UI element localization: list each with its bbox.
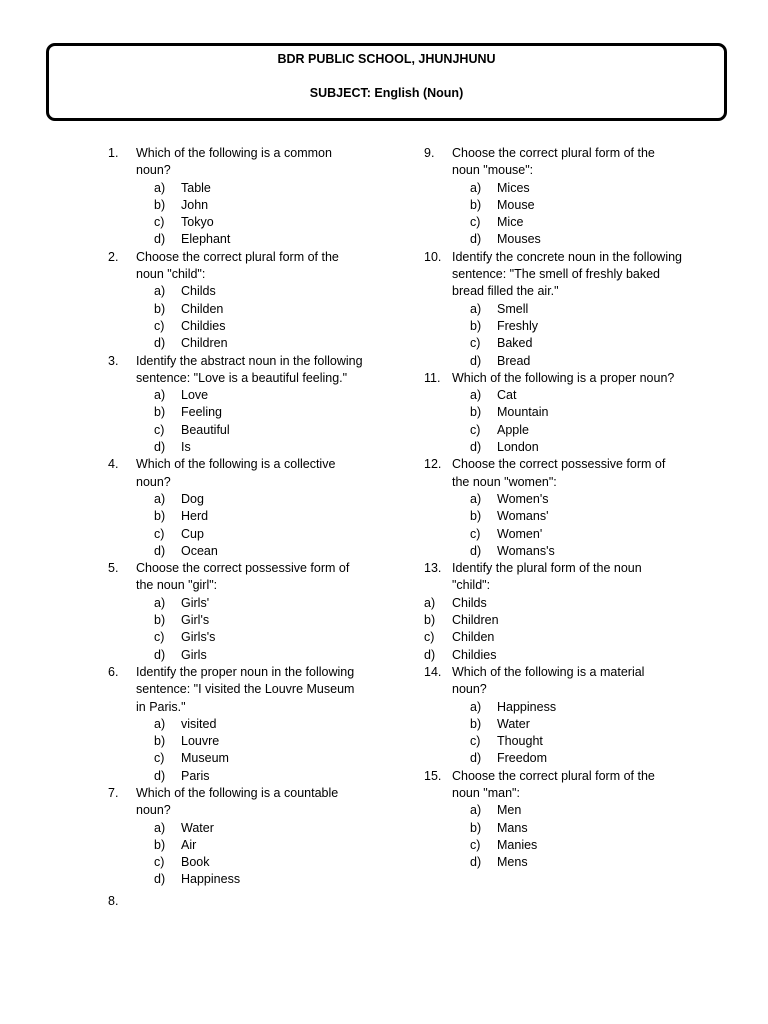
option-text: Mouse	[497, 197, 535, 212]
question-stem	[424, 664, 682, 699]
answer-option	[108, 283, 366, 300]
option-letter: d)	[470, 855, 482, 870]
option-letter: d)	[154, 768, 166, 783]
question-item	[424, 249, 682, 370]
option-letter: b)	[470, 820, 482, 835]
option-text: Apple	[497, 422, 529, 437]
option-letter: d)	[470, 543, 482, 558]
option-text: Mans	[497, 820, 528, 835]
answer-option	[424, 387, 682, 404]
answer-option	[424, 595, 682, 612]
answer-option	[424, 422, 682, 439]
answer-option	[108, 214, 366, 231]
option-letter: d)	[154, 543, 166, 558]
question-text	[136, 893, 366, 910]
option-letter: d)	[154, 232, 166, 247]
option-text: Men	[497, 803, 522, 818]
option-letter: b)	[154, 734, 166, 749]
question-text: Choose the correct possessive form of the noun "girl":	[136, 561, 350, 593]
option-letter: b)	[154, 613, 166, 628]
answer-option	[108, 854, 366, 871]
question-stem	[108, 560, 366, 595]
answer-option	[424, 508, 682, 525]
question-item	[108, 145, 366, 249]
answer-option	[108, 526, 366, 543]
worksheet-header	[46, 43, 727, 121]
question-number: 11.	[424, 370, 441, 385]
option-text: Childs	[181, 284, 216, 299]
option-letter: c)	[424, 630, 435, 645]
option-text: Children	[452, 613, 499, 628]
option-text: Feeling	[181, 405, 222, 420]
option-text: Water	[497, 716, 530, 731]
option-letter: b)	[154, 301, 166, 316]
question-number: 6.	[108, 664, 119, 679]
answer-option	[108, 768, 366, 785]
option-text: Childies	[452, 647, 497, 662]
answer-option	[424, 214, 682, 231]
answer-option	[424, 180, 682, 197]
left-question-column	[108, 145, 366, 910]
option-text: Girls'	[181, 595, 210, 610]
answer-option	[108, 180, 366, 197]
answer-option	[108, 335, 366, 352]
answer-option	[108, 404, 366, 421]
question-number: 12.	[424, 457, 442, 472]
question-text: Identify the proper noun in the following sentence: "I visited the Louvre Museum in Paris."	[136, 664, 355, 714]
option-letter: c)	[470, 215, 481, 230]
answer-option	[424, 439, 682, 456]
question-stem	[424, 145, 682, 180]
answer-option	[108, 491, 366, 508]
question-number: 8.	[108, 893, 119, 908]
answer-option	[424, 733, 682, 750]
question-text: Which of the following is a proper noun?	[452, 370, 675, 385]
question-stem	[108, 893, 366, 910]
answer-option	[424, 647, 682, 664]
option-letter: c)	[154, 855, 165, 870]
option-text: Childen	[452, 630, 495, 645]
option-letter: c)	[154, 526, 165, 541]
option-text: Happiness	[181, 872, 241, 887]
option-text: Beautiful	[181, 422, 230, 437]
question-number: 15.	[424, 768, 442, 783]
answer-option	[108, 197, 366, 214]
option-text: Air	[181, 837, 197, 852]
option-text: Mices	[497, 180, 530, 195]
option-letter: a)	[154, 180, 166, 195]
answer-option	[108, 439, 366, 456]
question-text: Choose the correct plural form of the noun "mouse":	[452, 146, 655, 178]
option-letter: d)	[154, 336, 166, 351]
question-number: 10.	[424, 249, 442, 264]
answer-option	[108, 595, 366, 612]
option-letter: c)	[154, 215, 165, 230]
question-text: Choose the correct possessive form of the noun "women":	[452, 457, 666, 489]
answer-option	[424, 854, 682, 871]
subject-title: SUBJECT: English (Noun)	[309, 86, 464, 100]
option-letter: a)	[470, 301, 482, 316]
option-letter: a)	[154, 820, 166, 835]
question-item	[424, 768, 682, 872]
answer-option	[424, 318, 682, 335]
answer-option	[424, 629, 682, 646]
question-text: Choose the correct plural form of the noun "child":	[136, 249, 339, 282]
option-text: Childies	[181, 318, 226, 333]
option-text: Girls	[181, 647, 207, 662]
question-number: 3.	[108, 353, 119, 368]
answer-option	[424, 353, 682, 370]
option-letter: b)	[470, 716, 482, 731]
option-letter: c)	[470, 526, 481, 541]
question-stem	[108, 353, 366, 388]
answer-option	[108, 733, 366, 750]
option-letter: b)	[154, 509, 166, 524]
option-text: John	[181, 197, 209, 212]
answer-option	[424, 231, 682, 248]
question-number: 9.	[424, 146, 435, 160]
option-text: Manies	[497, 837, 538, 852]
answer-option	[424, 612, 682, 629]
answer-option	[108, 543, 366, 560]
question-text: Choose the correct plural form of the noun "man":	[452, 768, 655, 800]
answer-option	[108, 750, 366, 767]
question-text: Identify the concrete noun in the following sentence: "The smell of freshly baked bread filled the air."	[452, 249, 683, 299]
option-letter: a)	[470, 388, 482, 403]
option-letter: d)	[154, 647, 166, 662]
option-text: Mice	[497, 215, 524, 230]
option-text: Freshly	[497, 318, 538, 333]
question-stem	[108, 785, 366, 820]
answer-option	[424, 404, 682, 421]
question-text: Identify the plural form of the noun "child":	[452, 561, 642, 593]
option-text: Cat	[497, 388, 517, 403]
question-text: Which of the following is a collective noun?	[136, 457, 336, 489]
question-item	[424, 145, 682, 249]
question-item	[424, 560, 682, 664]
answer-option	[108, 301, 366, 318]
option-letter: c)	[154, 751, 165, 766]
option-text: Table	[181, 180, 211, 195]
question-stem	[108, 249, 366, 284]
option-text: Mouses	[497, 232, 541, 247]
option-text: Cup	[181, 526, 204, 541]
option-letter: a)	[424, 595, 436, 610]
question-item	[108, 560, 366, 664]
question-item	[424, 456, 682, 560]
option-letter: b)	[424, 613, 436, 628]
option-text: Children	[181, 336, 228, 351]
answer-option	[108, 318, 366, 335]
option-letter: a)	[154, 284, 166, 299]
answer-option	[108, 837, 366, 854]
option-text: Ocean	[181, 543, 218, 558]
option-letter: b)	[154, 837, 166, 852]
question-text: Identify the abstract noun in the following sentence: "Love is a beautiful feeling."	[136, 353, 363, 385]
option-letter: b)	[154, 197, 166, 212]
option-text: Love	[181, 388, 209, 403]
option-text: Girl's	[181, 613, 210, 628]
question-stem	[108, 664, 366, 716]
option-letter: a)	[154, 491, 166, 506]
option-text: Herd	[181, 509, 209, 524]
option-text: Women's	[497, 491, 549, 506]
option-text: Womans'	[497, 509, 549, 524]
option-letter: d)	[470, 232, 482, 247]
option-letter: a)	[470, 699, 482, 714]
option-letter: d)	[470, 440, 482, 455]
answer-option	[424, 837, 682, 854]
option-letter: c)	[470, 837, 481, 852]
question-number: 4.	[108, 457, 119, 472]
answer-option	[424, 335, 682, 352]
option-letter: c)	[154, 318, 165, 333]
option-text: Bread	[497, 353, 531, 368]
option-text: Louvre	[181, 734, 220, 749]
option-letter: d)	[470, 353, 482, 368]
answer-option	[108, 629, 366, 646]
question-item	[108, 664, 366, 785]
question-stem	[108, 145, 366, 180]
option-text: Girls's	[181, 630, 216, 645]
option-text: Mountain	[497, 405, 549, 420]
option-letter: b)	[470, 197, 482, 212]
question-number: 13.	[424, 561, 442, 576]
option-letter: c)	[470, 336, 481, 351]
answer-option	[424, 716, 682, 733]
question-number: 1.	[108, 146, 119, 160]
option-letter: b)	[470, 509, 482, 524]
answer-option	[108, 871, 366, 888]
answer-option	[424, 750, 682, 767]
option-letter: b)	[154, 405, 166, 420]
question-stem	[424, 370, 682, 387]
question-text: Which of the following is a countable noun?	[136, 785, 339, 818]
option-text: Thought	[497, 734, 543, 749]
option-letter: d)	[154, 872, 166, 887]
option-text: Smell	[497, 301, 529, 316]
option-letter: c)	[470, 422, 481, 437]
right-question-column	[424, 145, 682, 871]
option-letter: a)	[470, 491, 482, 506]
option-letter: d)	[470, 751, 482, 766]
option-letter: a)	[154, 388, 166, 403]
school-name: BDR PUBLIC SCHOOL, JHUNJHUNU	[277, 52, 496, 66]
option-text: Womans's	[497, 543, 555, 558]
answer-option	[108, 612, 366, 629]
question-number: 2.	[108, 249, 119, 264]
option-letter: c)	[154, 630, 165, 645]
option-text: Tokyo	[181, 215, 214, 230]
option-letter: a)	[470, 803, 482, 818]
question-stem	[424, 249, 682, 301]
answer-option	[108, 231, 366, 248]
option-letter: b)	[470, 405, 482, 420]
answer-option	[424, 802, 682, 819]
question-item	[424, 370, 682, 456]
option-text: Is	[181, 440, 191, 455]
option-letter: d)	[154, 440, 166, 455]
option-text: Baked	[497, 336, 533, 351]
option-text: London	[497, 440, 539, 455]
question-text: Which of the following is a common noun?	[136, 146, 332, 178]
answer-option	[424, 699, 682, 716]
option-letter: b)	[470, 318, 482, 333]
question-stem	[424, 560, 682, 595]
option-text: Childen	[181, 301, 224, 316]
answer-option	[108, 820, 366, 837]
question-stem	[424, 768, 682, 803]
answer-option	[108, 508, 366, 525]
answer-option	[424, 820, 682, 837]
option-letter: c)	[470, 734, 481, 749]
option-text: visited	[181, 716, 217, 731]
option-letter: c)	[154, 422, 165, 437]
option-text: Elephant	[181, 232, 231, 247]
option-letter: a)	[154, 716, 166, 731]
option-text: Happiness	[497, 699, 557, 714]
option-text: Mens	[497, 855, 528, 870]
answer-option	[108, 422, 366, 439]
answer-option	[108, 647, 366, 664]
answer-option	[424, 197, 682, 214]
answer-option	[108, 716, 366, 733]
answer-option	[424, 543, 682, 560]
answer-option	[424, 491, 682, 508]
question-item	[108, 893, 366, 910]
option-text: Freedom	[497, 751, 548, 766]
option-text: Childs	[452, 595, 487, 610]
question-number: 14.	[424, 664, 442, 679]
option-letter: a)	[470, 180, 482, 195]
option-text: Water	[181, 820, 214, 835]
option-text: Museum	[181, 751, 229, 766]
answer-option	[424, 301, 682, 318]
option-letter: a)	[154, 595, 166, 610]
question-item	[108, 249, 366, 353]
question-stem	[108, 456, 366, 491]
option-text: Book	[181, 855, 210, 870]
question-number: 7.	[108, 785, 119, 800]
question-item	[108, 353, 366, 457]
option-letter: d)	[424, 647, 436, 662]
answer-option	[424, 526, 682, 543]
option-text: Dog	[181, 491, 204, 506]
option-text: Women'	[497, 526, 543, 541]
option-text: Paris	[181, 768, 210, 783]
question-item	[108, 456, 366, 560]
question-stem	[424, 456, 682, 491]
answer-option	[108, 387, 366, 404]
question-item	[424, 664, 682, 768]
question-number: 5.	[108, 561, 119, 576]
question-item	[108, 785, 366, 889]
question-text: Which of the following is a material noun?	[452, 664, 645, 697]
